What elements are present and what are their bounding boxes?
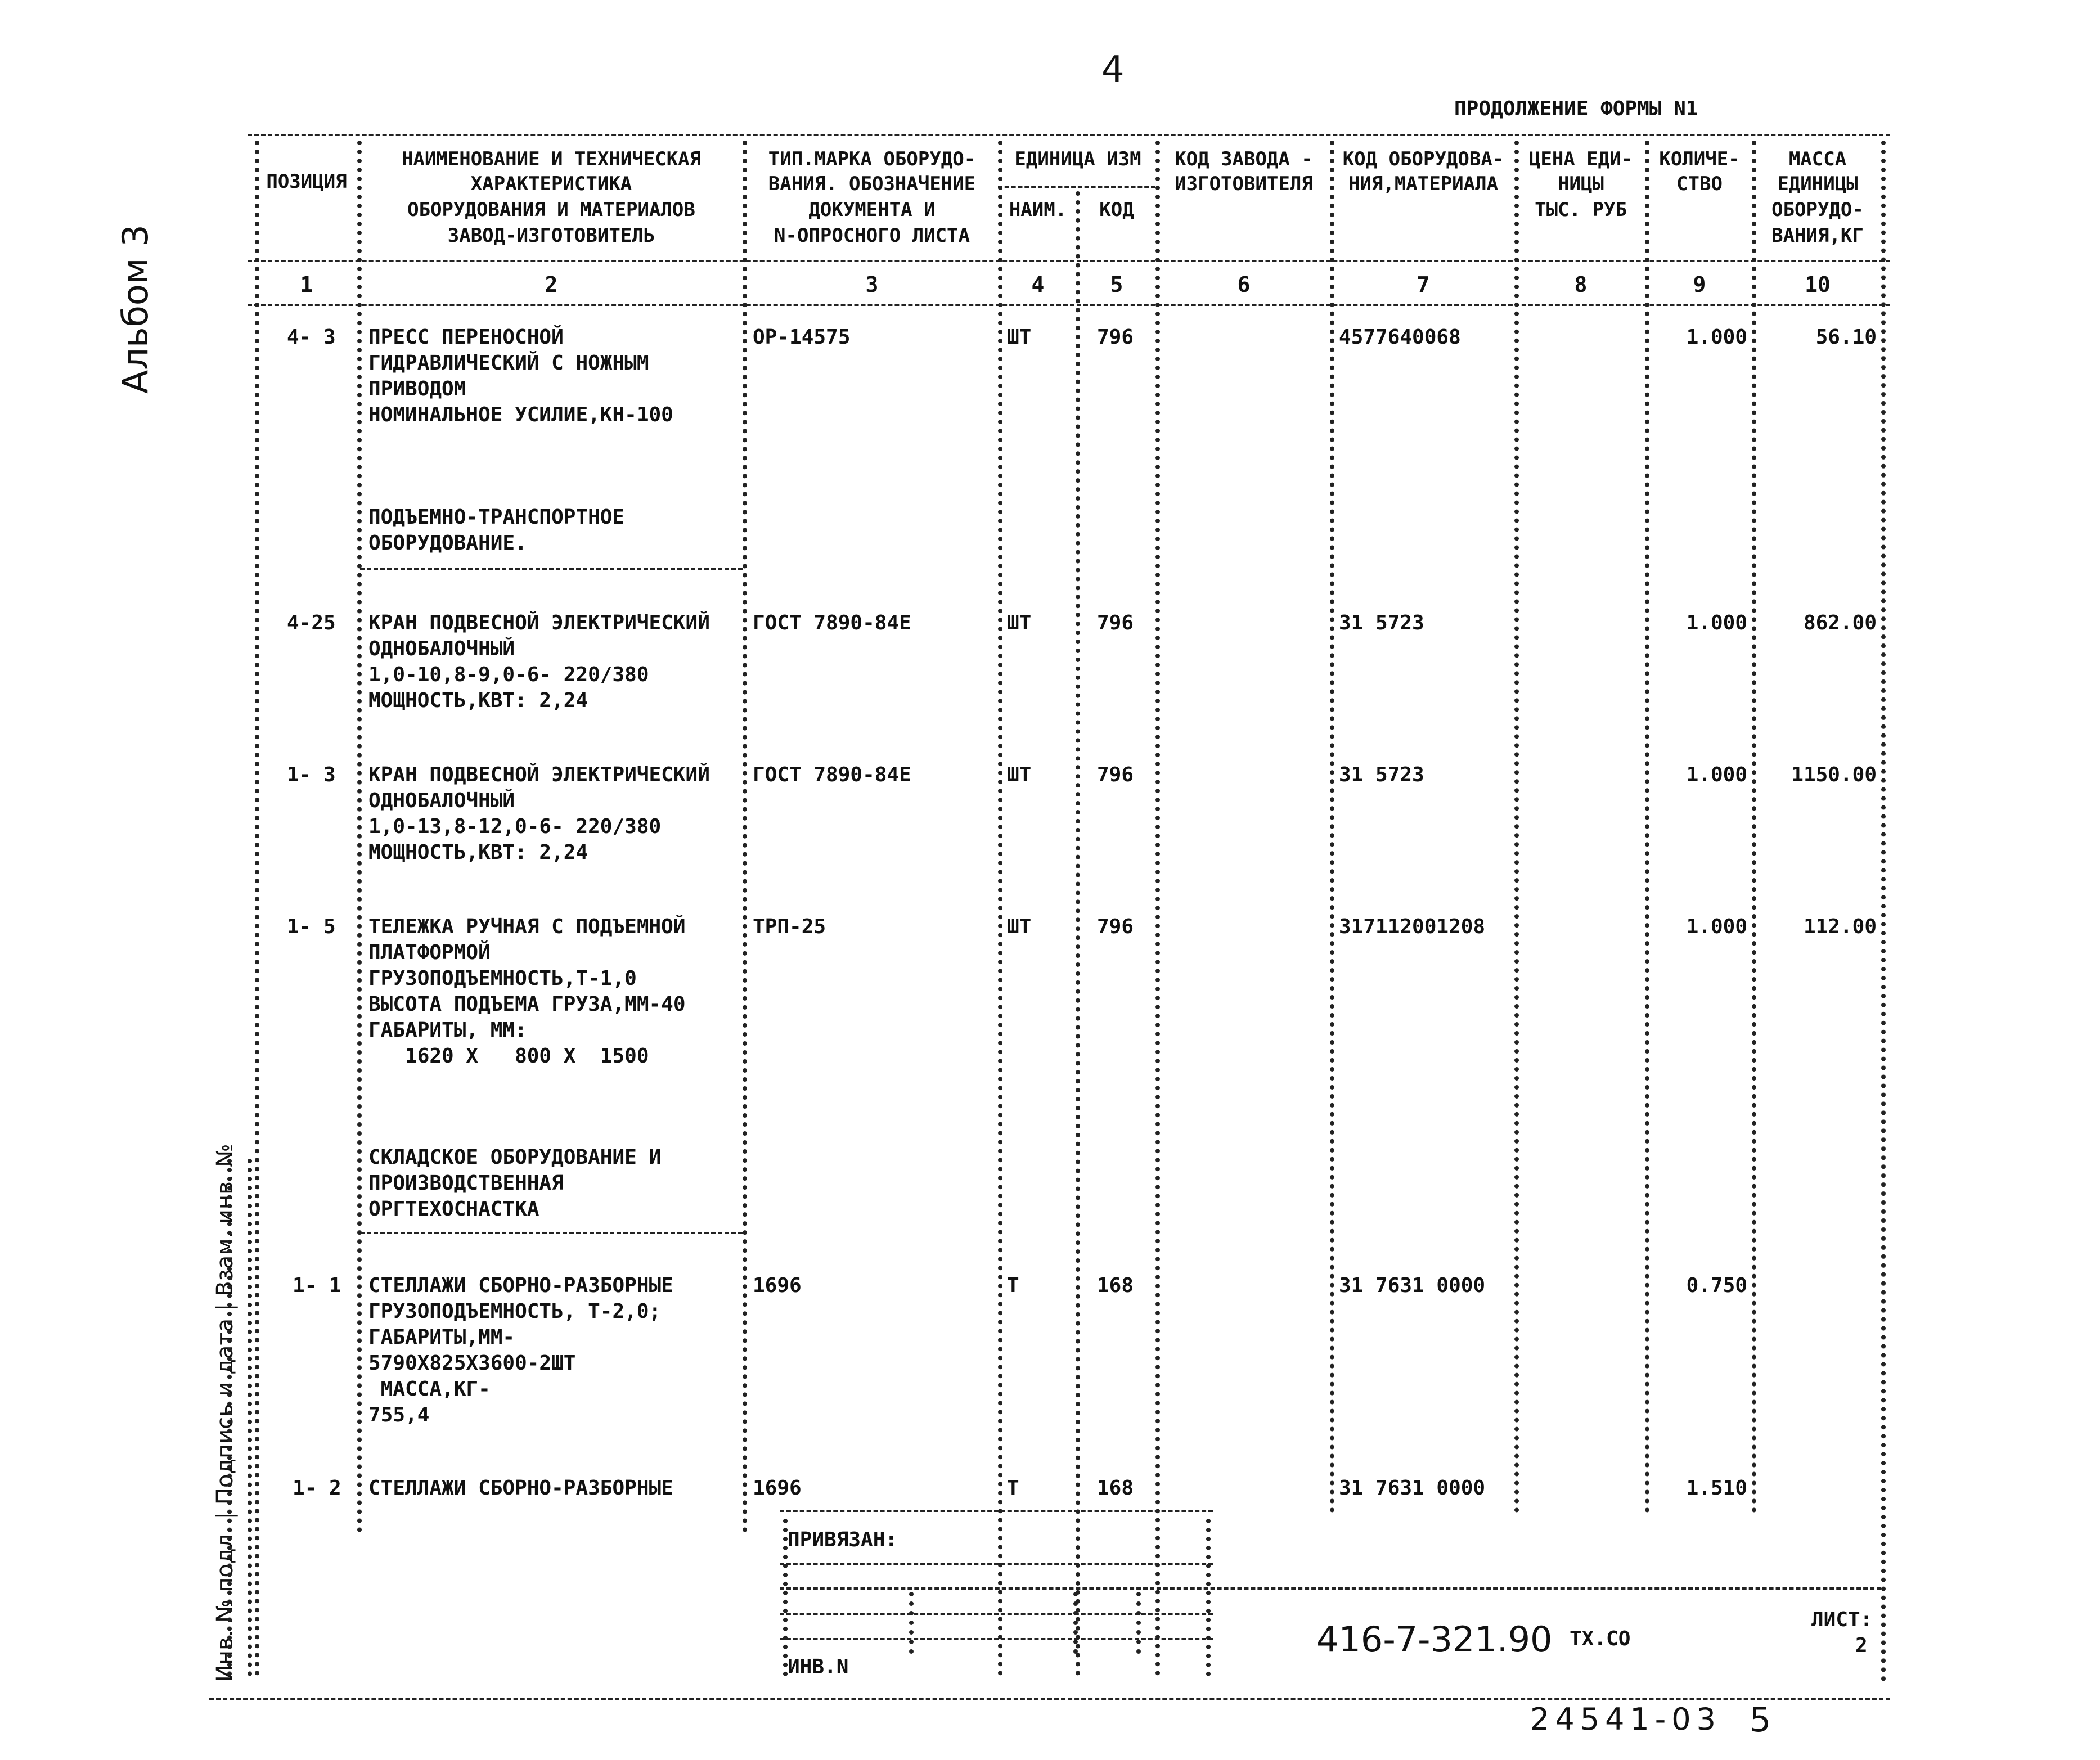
row-equipment-code: 4577640068 (1339, 326, 1461, 349)
stamp-sep (909, 1592, 914, 1654)
stamp-line (780, 1638, 1213, 1640)
row-mass: 56.10 (1815, 326, 1877, 349)
row-unit: ШТ (1007, 611, 1032, 634)
row-name-line: ПЛАТФОРМОЙ (368, 941, 491, 964)
header-col10-l4: ВАНИЯ,КГ (1771, 224, 1864, 247)
stamp-sep (1206, 1519, 1211, 1676)
row-type: ГОСТ 7890-84Е (753, 611, 911, 634)
colnum-8: 8 (1574, 272, 1588, 297)
section-title-lifting: ПОДЪЕМНО-ТРАНСПОРТНОЕ (368, 506, 625, 529)
header-bottom-line (248, 260, 1890, 262)
section-title-lifting: ОБОРУДОВАНИЕ. (368, 532, 527, 555)
section-underline (360, 1232, 743, 1234)
stamp-sep (783, 1519, 788, 1676)
header-col9-l1: КОЛИЧЕ- (1659, 148, 1740, 170)
row-type: ГОСТ 7890-84Е (753, 763, 911, 786)
section-title-warehouse: ОРГТЕХОСНАСТКА (368, 1198, 539, 1221)
row-unit: Т (1007, 1274, 1019, 1297)
row-name-line: 5790Х825Х3600-2ШТ (368, 1352, 576, 1375)
row-name-line: ОДНОБАЛОЧНЫЙ (368, 789, 515, 812)
row-quantity: 1.000 (1686, 915, 1747, 938)
row-unit-code: 796 (1097, 763, 1134, 786)
colnum-5: 5 (1110, 272, 1123, 297)
row-position: 1- 5 (287, 915, 336, 938)
header-col45: ЕДИНИЦА ИЗМ (1014, 148, 1141, 170)
margin-album-note: Альбом 3 (115, 224, 156, 394)
row-name-line: СТЕЛЛАЖИ СБОРНО-РАЗБОРНЫЕ (368, 1274, 673, 1297)
margin-inventory-stamp: Инв. № подл. | Подпись и дата | Взам. инв. № (212, 1144, 238, 1682)
header-col3-l1: ТИП.МАРКА ОБОРУДО- (768, 148, 976, 170)
col-sep-1 (357, 141, 362, 1533)
form-title: ПРОДОЛЖЕНИЕ ФОРМЫ N1 (1454, 97, 1698, 120)
header-col8-l3: ТЫС. РУБ (1535, 199, 1627, 221)
row-name-line: ТЕЛЕЖКА РУЧНАЯ С ПОДЪЕМНОЙ (368, 915, 686, 938)
row-name-line: ГИДРАВЛИЧЕСКИЙ С НОЖНЫМ (368, 352, 649, 375)
page-number: 4 (1101, 49, 1125, 91)
row-name-line: СТЕЛЛАЖИ СБОРНО-РАЗБОРНЫЕ (368, 1477, 673, 1500)
row-unit-code: 168 (1097, 1477, 1134, 1500)
header-col6-l2: ИЗГОТОВИТЕЛЯ (1175, 173, 1313, 195)
row-equipment-code: 31 5723 (1339, 611, 1424, 634)
row-unit-code: 168 (1097, 1274, 1134, 1297)
header-col2-l4: ЗАВОД-ИЗГОТОВИТЕЛЬ (447, 224, 655, 247)
row-quantity: 1.000 (1686, 763, 1747, 786)
colnum-6: 6 (1237, 272, 1251, 297)
row-equipment-code: 31 7631 0000 (1339, 1274, 1486, 1297)
header-col3-l3: ДОКУМЕНТА И (808, 199, 936, 221)
row-unit: Т (1007, 1477, 1019, 1500)
unit-split-line (998, 186, 1155, 188)
row-unit-code: 796 (1097, 326, 1134, 349)
header-col2-l3: ОБОРУДОВАНИЯ И МАТЕРИАЛОВ (407, 199, 695, 221)
row-unit: ШТ (1007, 326, 1032, 349)
row-name-line: 1,0-13,8-12,0-6- 220/380 (368, 815, 662, 838)
section-title-warehouse: СКЛАДСКОЕ ОБОРУДОВАНИЕ И (368, 1146, 662, 1169)
row-position: 1- 1 (293, 1274, 341, 1297)
row-equipment-code: 31 5723 (1339, 763, 1424, 786)
margin-stamp-line (248, 1159, 252, 1676)
header-col3-l4: N-ОПРОСНОГО ЛИСТА (774, 224, 970, 247)
row-name-line: ГАБАРИТЫ,ММ- (368, 1326, 515, 1349)
header-col2-l2: ХАРАКТЕРИСТИКА (470, 173, 632, 195)
stamp-line (780, 1563, 1213, 1565)
row-type: ТРП-25 (753, 915, 826, 938)
header-col7-l1: КОД ОБОРУДОВА- (1342, 148, 1504, 170)
row-name-line: МОЩНОСТЬ,КВТ: 2,24 (368, 689, 588, 712)
section-underline (360, 568, 743, 570)
section-title-warehouse: ПРОИЗВОДСТВЕННАЯ (368, 1172, 564, 1195)
header-col9-l2: СТВО (1676, 173, 1723, 195)
header-col8-l1: ЦЕНА ЕДИ- (1528, 148, 1633, 170)
col-sep-6 (1330, 141, 1334, 1513)
row-quantity: 1.000 (1686, 611, 1747, 634)
colnum-bottom-line (248, 304, 1890, 306)
stamp-linked-label: ПРИВЯЗАН: (788, 1528, 898, 1551)
colnum-3: 3 (865, 272, 879, 297)
header-col5: КОД (1099, 199, 1134, 221)
row-name-line: МОЩНОСТЬ,КВТ: 2,24 (368, 841, 588, 864)
row-unit: ШТ (1007, 915, 1032, 938)
doc-suffix: ТХ.СО (1570, 1627, 1631, 1650)
row-name-line: КРАН ПОДВЕСНОЙ ЭЛЕКТРИЧЕСКИЙ (368, 611, 710, 634)
stamp-sep (1136, 1592, 1141, 1654)
header-col4: НАИМ. (1009, 199, 1067, 221)
header-col10-l1: МАССА (1788, 148, 1847, 170)
col-sep-5 (1155, 141, 1160, 1676)
colnum-7: 7 (1417, 272, 1430, 297)
row-name-line: 1,0-10,8-9,0-6- 220/380 (368, 663, 649, 686)
row-name-line: 1620 Х 800 Х 1500 (368, 1045, 649, 1068)
row-name-line: 755,4 (368, 1403, 430, 1426)
table-top-line (248, 134, 1890, 136)
header-col10-l3: ОБОРУДО- (1771, 199, 1864, 221)
col-sep-0 (255, 141, 259, 1676)
row-equipment-code: 31 7631 0000 (1339, 1477, 1486, 1500)
stamp-sep (1073, 1592, 1078, 1654)
row-type: 1696 (753, 1477, 802, 1500)
row-name-line: ГРУЗОПОДЪЕМНОСТЬ, Т-2,0; (368, 1300, 662, 1323)
sheet-label: ЛИСТ: (1811, 1608, 1873, 1631)
header-col6-l1: КОД ЗАВОДА - (1175, 148, 1313, 170)
row-name-line: ОДНОБАЛОЧНЫЙ (368, 637, 515, 660)
row-type: ОР-14575 (753, 326, 851, 349)
doc-code: 416-7-321.90 (1316, 1619, 1553, 1660)
row-name-line: ГРУЗОПОДЪЕМНОСТЬ,Т-1,0 (368, 967, 637, 990)
row-unit-code: 796 (1097, 915, 1134, 938)
row-position: 1- 3 (287, 763, 336, 786)
colnum-1: 1 (300, 272, 313, 297)
row-name-line: ПРИВОДОМ (368, 377, 466, 400)
row-name-line: КРАН ПОДВЕСНОЙ ЭЛЕКТРИЧЕСКИЙ (368, 763, 710, 786)
row-quantity: 1.000 (1686, 326, 1747, 349)
col-sep-2 (743, 141, 747, 1533)
row-quantity: 1.510 (1686, 1477, 1747, 1500)
col-sep-3 (998, 141, 1002, 1676)
sheet-number: 2 (1855, 1634, 1868, 1657)
header-col2-l1: НАИМЕНОВАНИЕ И ТЕХНИЧЕСКАЯ (401, 148, 702, 170)
col-sep-4 (1076, 191, 1080, 1676)
row-position: 4- 3 (287, 326, 336, 349)
row-name-line: ГАБАРИТЫ, ММ: (368, 1019, 527, 1042)
row-quantity: 0.750 (1686, 1274, 1747, 1297)
colnum-10: 10 (1805, 272, 1831, 297)
header-col3-l2: ВАНИЯ. ОБОЗНАЧЕНИЕ (768, 173, 976, 195)
table-bottom-line (209, 1698, 1890, 1700)
row-position: 1- 2 (293, 1477, 341, 1500)
stamp-line (780, 1587, 1881, 1590)
header-col8-l2: НИЦЫ (1558, 173, 1604, 195)
col-sep-7 (1514, 141, 1519, 1513)
row-name-line: МАССА,КГ- (368, 1378, 491, 1401)
row-unit: ШТ (1007, 763, 1032, 786)
margin-stamp-line (227, 1159, 232, 1676)
row-name-line: НОМИНАЛЬНОЕ УСИЛИЕ,КН-100 (368, 403, 673, 426)
row-mass: 112.00 (1803, 915, 1877, 938)
col-sep-10 (1881, 141, 1886, 1682)
header-col1: ПОЗИЦИЯ (266, 170, 347, 193)
row-equipment-code: 317112001208 (1339, 915, 1486, 938)
colnum-2: 2 (545, 272, 558, 297)
stamp-line (780, 1613, 1213, 1615)
stamp-inv-label: ИНВ.N (788, 1655, 849, 1678)
colnum-9: 9 (1693, 272, 1706, 297)
row-name-line: ПРЕСС ПЕРЕНОСНОЙ (368, 326, 564, 349)
archive-code: 24541-03 (1530, 1702, 1721, 1737)
stamp-line (780, 1510, 1213, 1512)
row-name-line: ВЫСОТА ПОДЪЕМА ГРУЗА,ММ-40 (368, 993, 686, 1016)
row-position: 4-25 (287, 611, 336, 634)
header-col10-l2: ЕДИНИЦЫ (1777, 173, 1858, 195)
archive-page: 5 (1750, 1700, 1771, 1740)
row-mass: 1150.00 (1791, 763, 1877, 786)
colnum-4: 4 (1031, 272, 1045, 297)
row-unit-code: 796 (1097, 611, 1134, 634)
header-col7-l2: НИЯ,МАТЕРИАЛА (1348, 173, 1499, 195)
row-type: 1696 (753, 1274, 802, 1297)
row-mass: 862.00 (1803, 611, 1877, 634)
